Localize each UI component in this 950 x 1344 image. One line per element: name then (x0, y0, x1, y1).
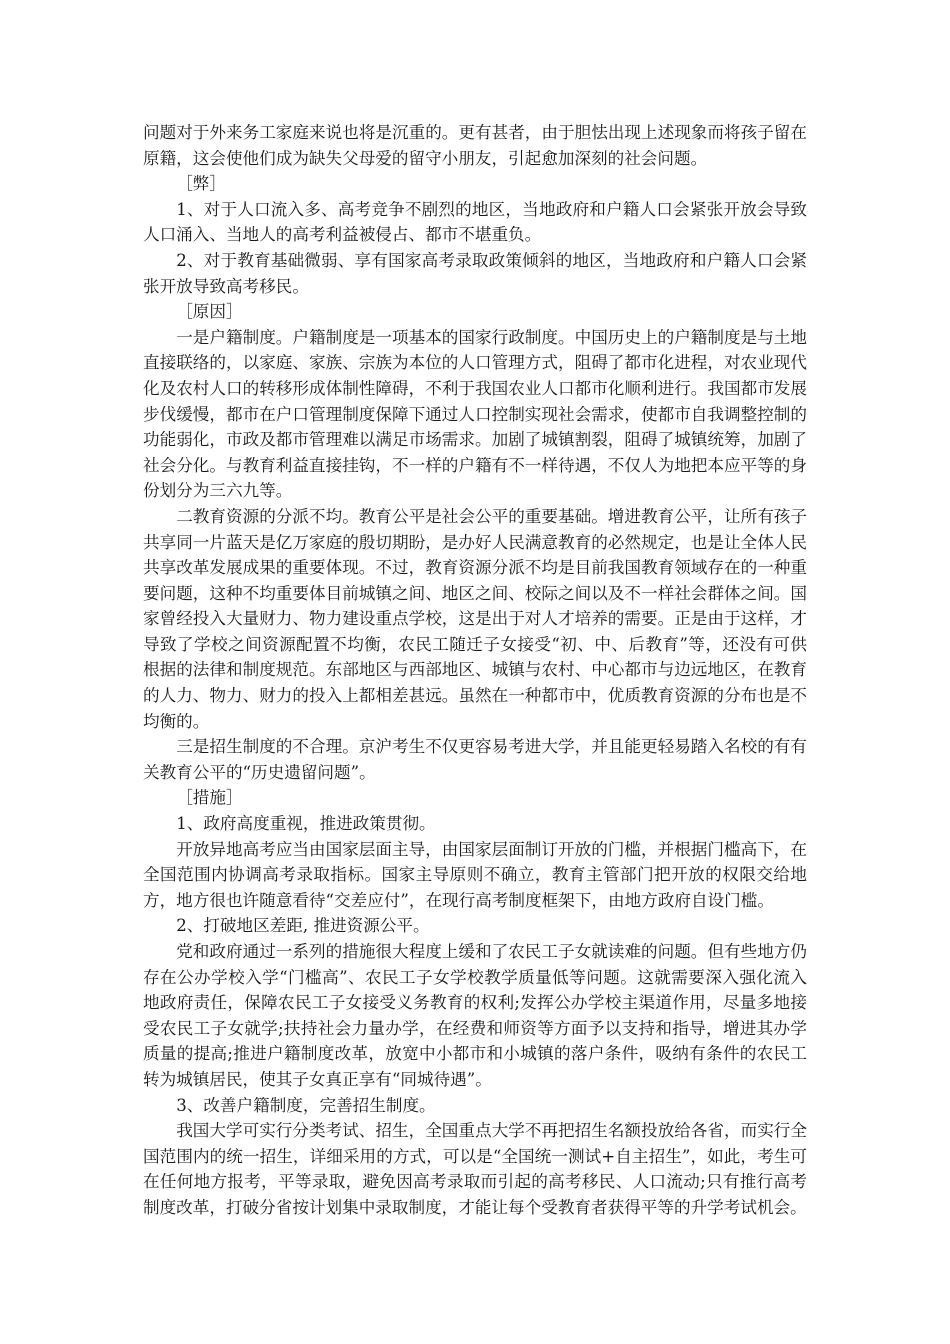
section-heading-measures: ［措施］ (176, 788, 243, 808)
measure-1-title: 1、政府高度重视，推进政策贯彻。 (176, 814, 436, 834)
measure-2-body: 党和政府通过一系列的措施很大程度上缓和了农民工子女就读难的问题。但有些地方仍存在公办学校入学“门槛高”、农民工子女学校教学质量低等问题。这就需要深入强化流入地政府责任，保障农民工子女接受义务教育的权利;发挥公办学校主渠道作用，尽量多地接受农民工子女就学;扶持社会力量办学，在经费和师资等方面予以支持和指导，增进其办学质量的提高;推进户籍制度改革，放宽中小都市和小城镇的落户条件，吸纳有条件的农民工转为城镇居民，使其子女真正享有“同城待遇”。 (143, 942, 807, 1089)
paragraph-reason-education-resources: 二教育资源的分派不均。教育公平是社会公平的重要基础。增进教育公平，让所有孩子共享同一片蓝天是亿万家庭的殷切期盼，是办好人民满意教育的必然规定，也是让全体人民共享改革发展成果的重要体现。不过，教育资源分派不均是目前我国教育领域存在的一种重要问题，这种不均重要体目前城镇之间、地区之间、校际之间以及不一样社会群体之间。国家曾经投入大量财力、物力建设重点学校，这是出于对人才培养的需要。正是由于这样，才导致了学校之间资源配置不均衡，农民工随迁子女接受“初、中、后教育”等，还没有可供根据的法律和制度规范。东部地区与西部地区、城镇与农村、中心都市与边远地区，在教育的人力、物力、财力的投入上都相差甚远。虽然在一种都市中，优质教育资源的分布也是不均衡的。 (143, 506, 807, 731)
paragraph-reason-household-registration: 一是户籍制度。户籍制度是一项基本的国家行政制度。中国历史上的户籍制度是与土地直接联络的，以家庭、家族、宗族为本位的人口管理方式，阻碍了都市化进程，对农业现代化及农村人口的转移形成体制性障碍，不利于我国农业人口都市化顺利进行。我国都市发展步伐缓慢，都市在户口管理制度保障下通过人口控制实现社会需求，使都市自我调整控制的功能弱化，市政及都市管理难以满足市场需求。加剧了城镇割裂，阻碍了城镇统筹，加剧了社会分化。与教育利益直接挂钩，不一样的户籍有不一样待遇，不仅人为地把本应平等的身份划分为三六九等。 (143, 327, 807, 501)
section-heading-reasons: ［原因］ (176, 302, 243, 322)
section-heading-disadvantages: ［弊］ (176, 174, 226, 194)
paragraph-disadvantage-2: 2、对于教育基础微弱、享有国家高考录取政策倾斜的地区，当地政府和户籍人口会紧张开放导致高考移民。 (143, 250, 807, 296)
document-page (143, 120, 807, 1221)
measure-1-body: 开放异地高考应当由国家层面主导，由国家层面制订开放的门槛，并根据门槛高下，在全国范围内协调高考录取指标。国家主导原则不确立，教育主管部门把开放的权限交给地方，地方很也许随意看待“交差应付”，在现行高考制度框架下，由地方政府自设门槛。 (143, 839, 807, 910)
paragraph-reason-enrollment-system: 三是招生制度的不合理。京沪考生不仅更容易考进大学，并且能更轻易踏入名校的有有关教育公平的“历史遗留问题”。 (143, 737, 807, 782)
measure-2-title: 2、打破地区差距, 推进资源公平。 (176, 916, 430, 936)
measure-3-title: 3、改善户籍制度，完善招生制度。 (176, 1095, 436, 1115)
measure-3-body: 我国大学可实行分类考试、招生，全国重点大学不再把招生名额投放给各省，而实行全国范围内的统一招生，详细采用的方式，可以是“全国统一测试+自主招生”，如此，考生可在任何地方报考，平等录取，避免因高考录取而引起的高考移民、人口流动;只有推行高考制度改革，打破分省按计划集中录取制度，才能让每个受教育者获得平等的升学考试机会。 (143, 1121, 807, 1217)
paragraph-disadvantage-1: 1、对于人口流入多、高考竞争不剧烈的地区，当地政府和户籍人口会紧张开放会导致人口涌入、当地人的高考利益被侵占、都市不堪重负。 (143, 199, 807, 245)
paragraph-continuation: 问题对于外来务工家庭来说也将是沉重的。更有甚者，由于胆怯出现上述现象而将孩子留在原籍，这会使他们成为缺失父母爱的留守小朋友，引起愈加深刻的社会问题。 (143, 123, 807, 168)
